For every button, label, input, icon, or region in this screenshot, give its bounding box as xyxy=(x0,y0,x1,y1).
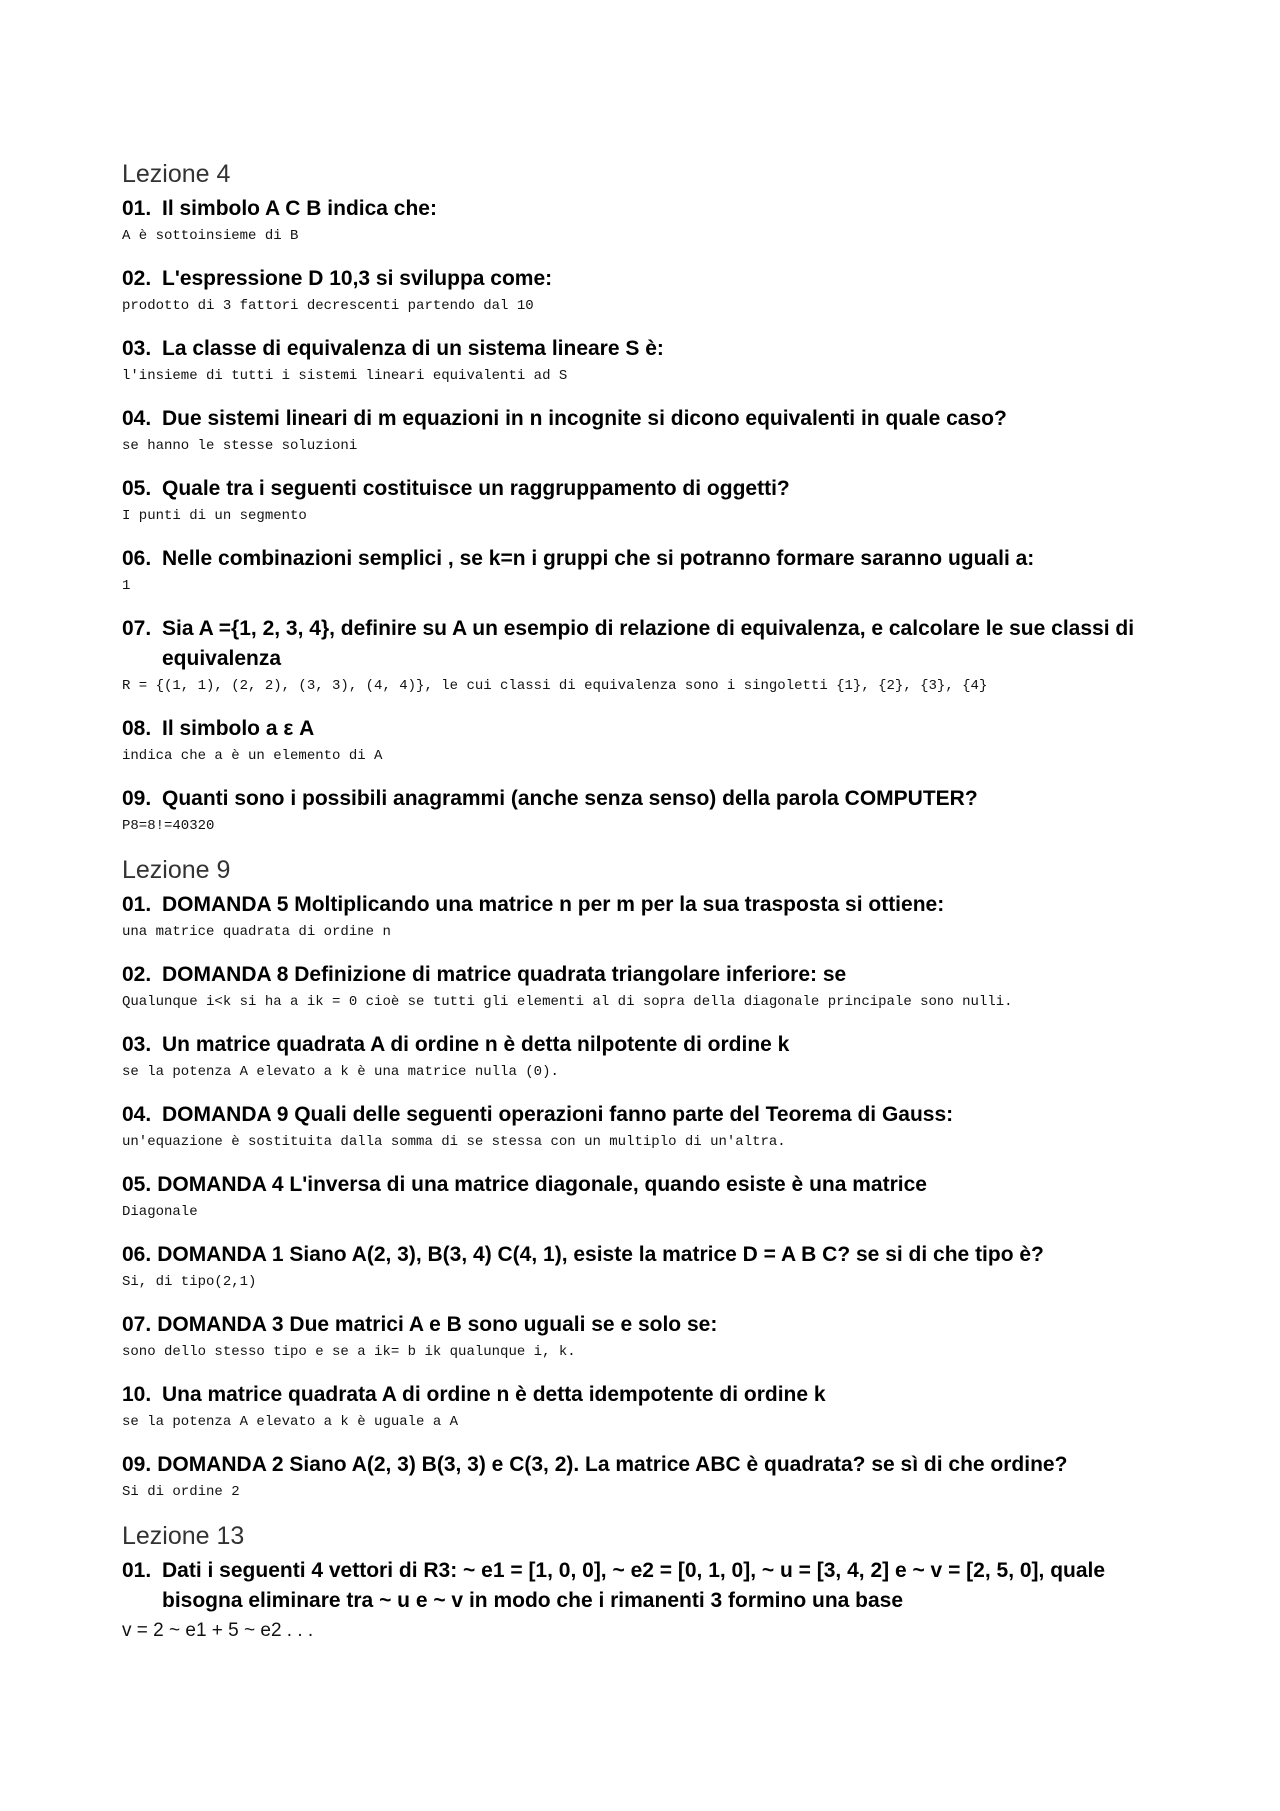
question-item xyxy=(122,334,1182,386)
question-label: Il simbolo a ε A xyxy=(162,717,315,740)
question-item xyxy=(122,404,1182,456)
answer-text: Si di ordine 2 xyxy=(122,1484,240,1500)
question-text xyxy=(122,890,1182,920)
question-label: L'espressione D 10,3 si sviluppa come: xyxy=(162,267,553,290)
answer-text: sono dello stesso tipo e se a ik= b ik qualunque i, k. xyxy=(122,1344,576,1360)
question-text xyxy=(122,614,1182,674)
question-item xyxy=(122,1450,1182,1502)
answer-text: se la potenza A elevato a k è una matrice nulla (0). xyxy=(122,1064,559,1080)
question-label: La classe di equivalenza di un sistema lineare S è: xyxy=(162,337,664,360)
answer-text: una matrice quadrata di ordine n xyxy=(122,924,391,940)
question-label: Quale tra i seguenti costituisce un raggruppamento di oggetti? xyxy=(162,477,790,500)
lesson-title: Lezione 13 xyxy=(122,1522,245,1550)
question-text xyxy=(122,1030,1182,1060)
question-number: 04. xyxy=(122,1103,152,1126)
question-label: DOMANDA 2 Siano A(2, 3) B(3, 3) e C(3, 2). La matrice ABC è quadrata? se sì di che ordine? xyxy=(157,1453,1068,1476)
question-text xyxy=(122,1450,1182,1480)
answer-text: Diagonale xyxy=(122,1204,198,1220)
question-label: Una matrice quadrata A di ordine n è detta idempotente di ordine k xyxy=(162,1383,826,1406)
question-item xyxy=(122,960,1182,1012)
question-text xyxy=(122,714,1182,744)
question-text xyxy=(122,1380,1182,1410)
lesson-section xyxy=(122,854,1182,1502)
question-number: 02. xyxy=(122,267,152,290)
question-item xyxy=(122,474,1182,526)
answer-text: indica che a è un elemento di A xyxy=(122,748,383,764)
question-item xyxy=(122,1310,1182,1362)
question-label: DOMANDA 3 Due matrici A e B sono uguali se e solo se: xyxy=(157,1313,718,1336)
answer-text: A è sottoinsieme di B xyxy=(122,228,299,244)
question-label: DOMANDA 5 Moltiplicando una matrice n per m per la sua trasposta si ottiene: xyxy=(162,893,945,916)
lesson-section xyxy=(122,158,1182,836)
answer-text: se la potenza A elevato a k è uguale a A xyxy=(122,1414,459,1430)
question-item xyxy=(122,1556,1182,1644)
question-number: 01. xyxy=(122,197,152,220)
answer-text: un'equazione è sostituita dalla somma di se stessa con un multiplo di un'altra. xyxy=(122,1134,786,1150)
question-text xyxy=(122,474,1182,504)
question-item xyxy=(122,714,1182,766)
question-item xyxy=(122,544,1182,596)
question-number: 06. xyxy=(122,1243,152,1266)
question-item xyxy=(122,1170,1182,1222)
question-number: 01. xyxy=(122,1559,152,1582)
question-item xyxy=(122,614,1182,696)
question-item xyxy=(122,1030,1182,1082)
question-item xyxy=(122,1100,1182,1152)
question-number: 03. xyxy=(122,337,152,360)
answer-text: P8=8!=40320 xyxy=(122,818,215,834)
question-text xyxy=(122,1170,1182,1200)
question-number: 07. xyxy=(122,617,152,640)
question-label: DOMANDA 8 Definizione di matrice quadrata triangolare inferiore: se xyxy=(162,963,847,986)
question-text xyxy=(122,1310,1182,1340)
question-item xyxy=(122,194,1182,246)
question-item xyxy=(122,264,1182,316)
question-number: 08. xyxy=(122,717,152,740)
lesson-title: Lezione 4 xyxy=(122,160,231,188)
question-text xyxy=(122,1100,1182,1130)
question-label: Sia A ={1, 2, 3, 4}, definire su A un esempio di relazione di equivalenza, e calcolare le sue classi di equivalenza xyxy=(162,617,1135,670)
question-number: 02. xyxy=(122,963,152,986)
answer-text: R = {(1, 1), (2, 2), (3, 3), (4, 4)}, le cui classi di equivalenza sono i singoletti {1}, {2}, {3}, {4} xyxy=(122,678,988,694)
question-number: 05. xyxy=(122,477,152,500)
question-label: Due sistemi lineari di m equazioni in n incognite si dicono equivalenti in quale caso? xyxy=(162,407,1007,430)
question-text xyxy=(122,1240,1182,1270)
question-number: 04. xyxy=(122,407,152,430)
question-label: Nelle combinazioni semplici , se k=n i gruppi che si potranno formare saranno uguali a: xyxy=(162,547,1035,570)
question-item xyxy=(122,890,1182,942)
question-text xyxy=(122,264,1182,294)
answer-text: se hanno le stesse soluzioni xyxy=(122,438,358,454)
question-item xyxy=(122,784,1182,836)
question-number: 03. xyxy=(122,1033,152,1056)
lesson-title: Lezione 9 xyxy=(122,856,231,884)
question-label: DOMANDA 9 Quali delle seguenti operazioni fanno parte del Teorema di Gauss: xyxy=(162,1103,954,1126)
question-text xyxy=(122,404,1182,434)
question-number: 09. xyxy=(122,787,152,810)
question-number: 05. xyxy=(122,1173,152,1196)
answer-text: prodotto di 3 fattori decrescenti partendo dal 10 xyxy=(122,298,534,314)
question-label: DOMANDA 4 L'inversa di una matrice diagonale, quando esiste è una matrice xyxy=(157,1173,927,1196)
document-page xyxy=(122,158,1182,1662)
question-label: Quanti sono i possibili anagrammi (anche senza senso) della parola COMPUTER? xyxy=(162,787,978,810)
answer-text: v = 2 ~ e1 + 5 ~ e2 . . . xyxy=(122,1620,314,1641)
question-text xyxy=(122,784,1182,814)
answer-text: l'insieme di tutti i sistemi lineari equivalenti ad S xyxy=(122,368,568,384)
answer-text: I punti di un segmento xyxy=(122,508,307,524)
answer-text: Qualunque i<k si ha a ik = 0 cioè se tutti gli elementi al di sopra della diagonale principale sono nulli. xyxy=(122,994,1013,1010)
question-label: Il simbolo A C B indica che: xyxy=(162,197,437,220)
question-label: Dati i seguenti 4 vettori di R3: ~ e1 = [1, 0, 0], ~ e2 = [0, 1, 0], ~ u = [3, 4, 2] e ~ v = [2, 5, 0], quale bisogna eliminare tra ~ u e ~ v in modo che i rimanenti 3 formino una base xyxy=(162,1559,1106,1612)
question-text xyxy=(122,194,1182,224)
question-label: Un matrice quadrata A di ordine n è detta nilpotente di ordine k xyxy=(162,1033,790,1056)
answer-text: Si, di tipo(2,1) xyxy=(122,1274,257,1290)
question-number: 09. xyxy=(122,1453,152,1476)
question-text xyxy=(122,1556,1182,1616)
question-number: 01. xyxy=(122,893,152,916)
question-text xyxy=(122,960,1182,990)
question-label: DOMANDA 1 Siano A(2, 3), B(3, 4) C(4, 1), esiste la matrice D = A B C? se si di che tipo è? xyxy=(157,1243,1044,1266)
lesson-section xyxy=(122,1520,1182,1644)
question-item xyxy=(122,1240,1182,1292)
question-number: 07. xyxy=(122,1313,152,1336)
question-text xyxy=(122,334,1182,364)
question-number: 06. xyxy=(122,547,152,570)
question-text xyxy=(122,544,1182,574)
question-number: 10. xyxy=(122,1383,152,1406)
answer-text: 1 xyxy=(122,578,131,594)
question-item xyxy=(122,1380,1182,1432)
